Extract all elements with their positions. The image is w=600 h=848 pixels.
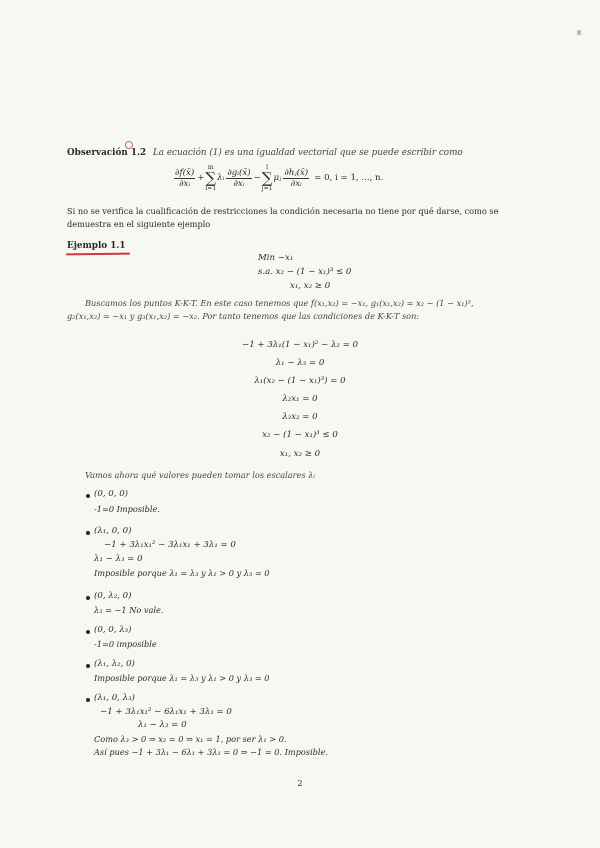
case-title: (0, 0, 0) (94, 489, 129, 499)
observation-heading: Observación 1.2 (67, 148, 147, 158)
case-title: (0, λ₂, 0) (94, 591, 132, 601)
df-fraction: $\frac{\partial f(x̄)}{\text{∂xᵢ}}$ (175, 167, 195, 189)
intro-line-1: Buscamos los puntos K-K-T. En este caso tenemos que f(x₁,x₂) = −x₁, g₁(x₁,x₂) = x₂ − (1 − x₁)³, (85, 298, 474, 308)
bullet (86, 630, 90, 634)
intro-line-2: g₂(x₁,x₂) = −x₁ y g₃(x₁,x₂) = −x₂. Por tanto tenemos que las condiciones de K-K-T son: (67, 311, 420, 321)
paragraph-line-2: demuestra en el siguiente ejemplo (67, 219, 211, 229)
kkt-line: λ₃x₂ = 0 (282, 412, 318, 422)
case-line: Así pues −1 + 3λ₁ − 6λ₁ + 3λ₁ = 0 ⇒ −1 = 0. Imposible. (94, 747, 328, 757)
case-title: (λ₁, λ₂, 0) (94, 659, 135, 669)
case-line: Imposible porque λ₁ = λ₃ y λ₁ > 0 y λ₃ = 0 (94, 673, 270, 683)
kkt-line: λ₁ − λ₃ = 0 (275, 358, 325, 368)
case-title: (λ₁, 0, λ₃) (94, 693, 135, 703)
kkt-line: λ₁(x₂ − (1 − x₁)³) = 0 (254, 376, 346, 386)
sum-symbol-2: l ∑ j=1 (261, 164, 273, 192)
observation-text: La ecuación (1) es una igualdad vectorial que se puede escribir como (152, 148, 463, 158)
gradient-equation: $\frac{\partial f(x̄)}{\text{∂xᵢ}}$ + m ∑ i=1 λᵢ $\frac{\text{∂gᵢ(x̄)}}{\text{∂xᵢ}}$ − l ∑ j=1 μⱼ $\frac{\text{∂hⱼ(x̄)}}{\text{∂xᵢ}}$ = 0, i = 1, ..., n. (175, 164, 384, 192)
dh-fraction: $\frac{\text{∂hⱼ(x̄)}}{\text{∂xᵢ}}$ (284, 167, 309, 189)
dg-fraction: $\frac{\text{∂gᵢ(x̄)}}{\text{∂xᵢ}}$ (227, 167, 251, 189)
problem-line-1: Min −x₁ (258, 253, 294, 263)
scan-mark (577, 30, 581, 35)
observation-line (67, 148, 463, 158)
bullet (86, 531, 90, 535)
case-line: Imposible porque λ₁ = λ₃ y λ₁ > 0 y λ₃ = 0 (94, 568, 270, 578)
case-line: λ₁ − λ₃ = 0 (94, 554, 143, 564)
equation-tail: = 0, i = 1, ..., n. (314, 173, 384, 183)
problem-line-2: s.a. x₂ − (1 − x₁)³ ≤ 0 (258, 267, 352, 277)
case-title: (0, 0, λ₃) (94, 625, 132, 635)
bullet (86, 698, 90, 702)
bullet (86, 596, 90, 600)
pen-mark (125, 141, 133, 149)
case-line: Como λ₃ > 0 ⇒ x₂ = 0 ⇒ x₁ = 1, por ser λ₁ > 0. (94, 734, 287, 744)
page-number: 2 (297, 778, 303, 788)
bullet (86, 494, 90, 498)
kkt-line: λ₂x₁ = 0 (282, 394, 318, 404)
case-title: (λ₁, 0, 0) (94, 526, 132, 536)
case-line: -1=0 Imposible. (94, 504, 160, 514)
values-intro: Vamos ahora qué valores pueden tomar los escalares λᵢ (85, 470, 316, 480)
sum-symbol-1: m ∑ i=1 (205, 164, 217, 192)
kkt-line: x₂ − (1 − x₁)³ ≤ 0 (262, 430, 338, 440)
example-heading: Ejemplo 1.1 (67, 241, 126, 251)
paragraph-line-1: Si no se verifica la cualificación de restricciones la condición necesaria no tiene por qué darse, como se (67, 206, 499, 216)
case-line: -1=0 imposible (94, 639, 157, 649)
case-line: −1 + 3λ₁x₁² − 6λ₁x₁ + 3λ₁ = 0 (100, 707, 232, 717)
kkt-line: x₁, x₂ ≥ 0 (279, 449, 321, 459)
kkt-line: −1 + 3λ₁(1 − x₁)² − λ₂ = 0 (242, 340, 358, 350)
case-line: λ₂ = −1 No vale. (94, 605, 164, 615)
case-line: −1 + 3λ₁x₁² − 3λ₁x₁ + 3λ₁ = 0 (104, 540, 236, 550)
red-underline (66, 253, 130, 255)
problem-line-3: x₁, x₂ ≥ 0 (290, 281, 331, 291)
case-line: λ₁ − λ₃ = 0 (138, 720, 187, 730)
bullet (86, 664, 90, 668)
